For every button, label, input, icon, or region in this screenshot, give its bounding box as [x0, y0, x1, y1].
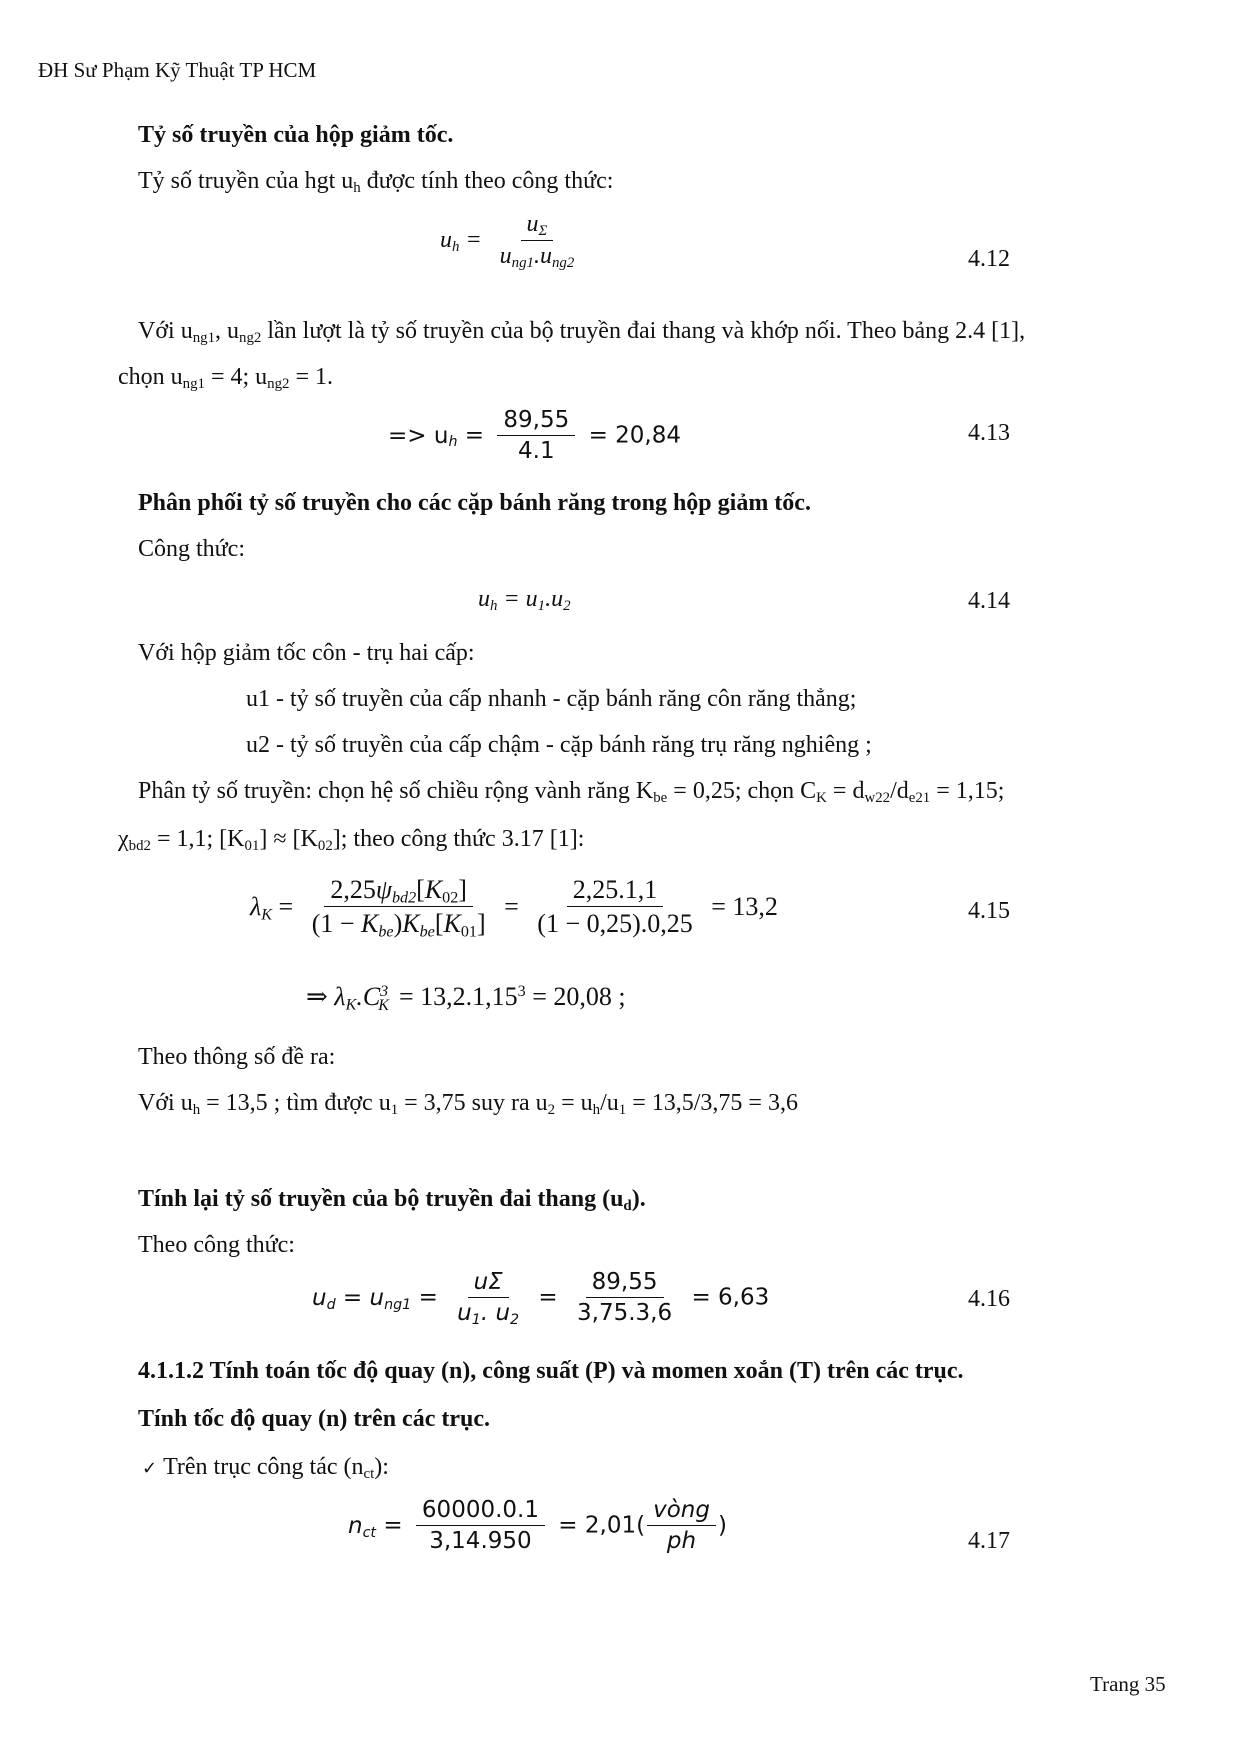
equation-4-15b: ⇒ $\lambda_K.C^3_K = 13,2.1,15^3 = 20,08$ ;	[306, 982, 626, 1014]
equation-4-13: => $u_h$ = $\frac{89,55}{4.1}$ = 20,84	[388, 407, 681, 465]
equation-number: 4.12	[968, 246, 1010, 272]
page-header: ĐH Sư Phạm Kỹ Thuật TP HCM	[38, 58, 317, 82]
list-item: u2 - tỷ số truyền của cấp chậm - cặp bánh răng trụ răng nghiêng ;	[246, 732, 872, 758]
paragraph: $\chi_{bd2} = 1,1$; $[K_{01}] \approx [K_{02}]$; theo công thức 3.17 [1]:	[118, 826, 585, 855]
section-heading-belt-ratio: Tính lại tỷ số truyền của bộ truyền đai thang $(u_d)$.	[138, 1186, 646, 1215]
equation-4-16: $u_d = u_{ng1}$ = $\frac{u\Sigma}{u_1. u_2}$ = $\frac{89,55}{3,75.3,6}$ = 6,63	[312, 1269, 770, 1329]
paragraph: Với $u_{ng1}$, $u_{ng2}$ lần lượt là tỷ số truyền của bộ truyền đai thang và khớp nối. Theo bảng 2.4 [1],	[138, 318, 1026, 347]
equation-number: 4.15	[968, 898, 1010, 924]
equation-number: 4.13	[968, 420, 1010, 446]
paragraph: chọn $u_{ng1} = 4$; $u_{ng2} = 1$.	[118, 364, 334, 393]
equation-4-15: $\lambda_K$ = $\frac{2,25\psi_{bd2}[K_{02}]}{(1 - K_{be})K_{be}[K_{01}]}$ = $\frac{2,25.1,1}{(1 - 0,25).0,25}$ = 13,2	[250, 875, 778, 941]
paragraph: Công thức:	[138, 536, 246, 562]
checkmark-icon: ✓	[142, 1458, 158, 1479]
equation-4-17: $n_{ct}$ = $\frac{60000.0.1}{3,14.950}$ = 2,01( $\frac{\text{vòng}}{ph}$ )	[348, 1497, 727, 1555]
section-heading-ratio-distribution: Phân phối tỷ số truyền cho các cặp bánh răng trong hộp giảm tốc.	[138, 490, 811, 516]
paragraph: Phân tỷ số truyền: chọn hệ số chiều rộng vành răng $K_{be} = 0,25$; chọn $C_K = d_{w22}/d_{e21} = 1,15$;	[138, 778, 1005, 807]
section-heading-4-1-1-2: 4.1.1.2 Tính toán tốc độ quay (n), công suất (P) và momen xoắn (T) trên các trục.	[138, 1358, 964, 1384]
paragraph: Theo công thức:	[138, 1232, 295, 1258]
paragraph: Với $u_h = 13,5$ ; tìm được $u_1 = 3,75$ suy ra $u_2 = u_h/u_1 = 13,5/3,75 = 3,6$	[138, 1090, 798, 1119]
paragraph: Với hộp giảm tốc côn - trụ hai cấp:	[138, 640, 475, 666]
paragraph-intro: Tỷ số truyền của hgt $u_h$ được tính theo công thức:	[138, 168, 614, 197]
equation-4-14: $u_h = u_1.u_2$	[478, 586, 571, 615]
equation-4-12: $u_h$ = $\frac{u_\Sigma}{u_{ng1}.u_{ng2}}$	[440, 211, 575, 272]
bullet-item: ✓ Trên trục công tác $(n_{ct})$:	[142, 1454, 389, 1483]
equation-number: 4.17	[968, 1528, 1010, 1554]
section-heading-gearbox-ratio: Tỷ số truyền của hộp giảm tốc.	[138, 122, 454, 148]
equation-number: 4.14	[968, 588, 1010, 614]
list-item: u1 - tỷ số truyền của cấp nhanh - cặp bánh răng côn răng thẳng;	[246, 686, 857, 712]
paragraph: Theo thông số đề ra:	[138, 1044, 336, 1070]
page-number: Trang 35	[1090, 1672, 1166, 1696]
subheading-rotation-speed: Tính tốc độ quay (n) trên các trục.	[138, 1406, 490, 1432]
equation-number: 4.16	[968, 1286, 1010, 1312]
